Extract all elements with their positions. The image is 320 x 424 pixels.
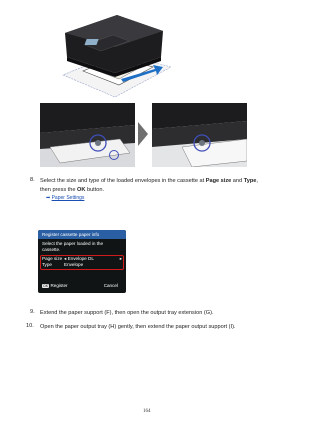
step-10-text: Open the paper output tray (H) gently, then extend the paper output support (I). [40,324,236,330]
step-8-text-c: , [256,178,258,184]
cassette-closeup-right [152,103,247,167]
step-8-text-d: then press the [40,187,78,193]
register-softkey[interactable] [38,283,68,289]
step-8-text-b: and [231,178,244,184]
arrow-right-icon: ➡ [46,195,51,201]
step-8-text-a: Select the size and type of the loaded envelopes in the cassette at [40,178,206,184]
step-10-number: 10. [26,323,34,329]
step-9-text: Extend the paper support (F), then open the output tray extension (G). [40,310,214,316]
lcd-title: Register cassette paper info [38,230,126,239]
lcd-softkeys [38,283,126,289]
paper-settings-link[interactable] [46,195,84,201]
type-term: Type [243,178,257,184]
page-size-row-value: ◂ Envelope DL [64,256,94,261]
step-8-text-e: button. [85,187,105,193]
step-9-number: 9. [30,309,35,315]
ok-term: OK [77,187,86,193]
cancel-softkey[interactable]: Cancel [103,283,118,288]
lcd-highlight-box [40,255,124,270]
step-8-text [40,177,290,185]
step-8-number: 8. [30,177,35,183]
register-label: Register [50,283,68,288]
lcd-instruction-2: cassette. [42,247,61,252]
page-number: 164 [143,409,151,414]
paper-settings-label[interactable]: Paper Settings [51,195,85,201]
type-row-label: Type [42,262,52,267]
page-size-row-label: Page size [42,256,63,261]
lcd-instruction-1: Select the paper loaded in the [42,241,104,246]
ok-badge: OK [43,284,49,288]
lcd-screen [38,230,126,293]
chevron-right-icon [138,122,148,146]
printer-illustration [55,5,175,105]
type-row-value: Envelope [64,262,84,267]
cassette-closeup-left [40,103,135,167]
step-8-text-line2 [40,186,104,194]
page-size-term: Page size [205,178,232,184]
right-arrow-icon: ▸ [119,256,122,261]
